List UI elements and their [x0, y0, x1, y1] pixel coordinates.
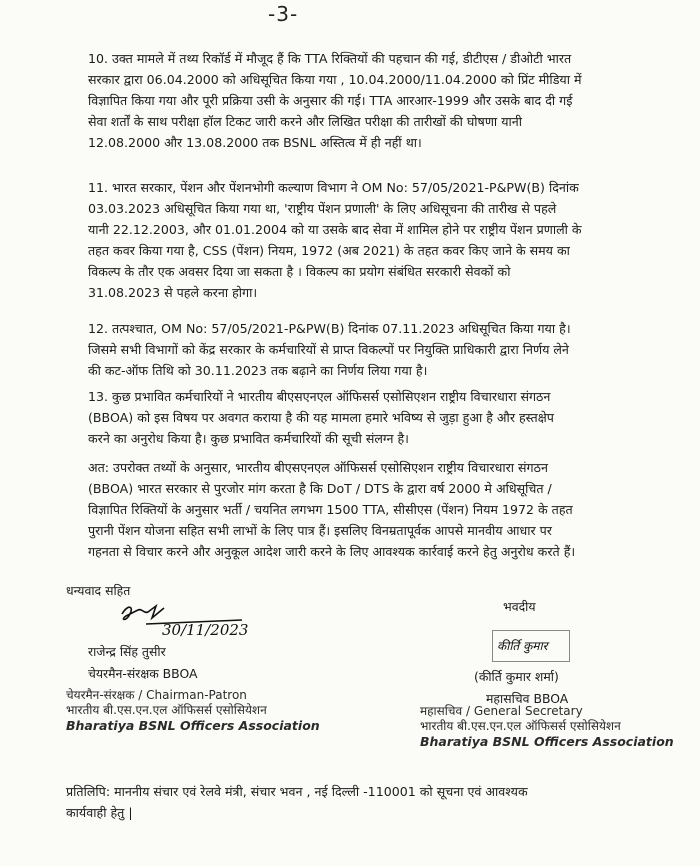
right-signature-box	[492, 630, 570, 662]
text-line: 10. उक्त मामले में तथ्य रिकॉर्ड में मौजूद हैं कि TTA रिक्तियों की पहचान की गई, डीटीएस / डीओटी भारत	[88, 51, 572, 66]
text-line: गहनता से विचार करने और अनुकूल आदेश जारी करने के लिए आवश्यक कार्रवाई करने हेतु अनुरोध करते हैं।	[88, 544, 576, 559]
copy-to	[66, 781, 528, 823]
text-line: 12. तत्पश्चात, OM No: 57/05/2021-P&PW(B) दिनांक 07.11.2023 अधिसूचित किया गया है।	[88, 321, 571, 336]
right-signature: कीर्ति कुमार	[497, 639, 548, 653]
text-line: विज्ञापित रिक्तियों के अनुसार भर्ती / चयनित लगभग 1500 TTA, सीसीएस (पेंशन) नियम 1972 के तहत	[88, 502, 573, 517]
text-line: जिसमे सभी विभागों को केंद्र सरकार के कर्मचारियों से प्राप्त विकल्पों पर नियुक्ति प्राधिकारी द्वारा निर्णय लेने	[88, 342, 569, 357]
text-line: तहत कवर किया गया है, CSS (पेंशन) नियम, 1972 (अब 2021) के तहत कवर किए जाने के समय का	[88, 243, 570, 258]
paragraph-10	[88, 48, 582, 153]
text-line: पुरानी पेंशन योजना सहित सभी लाभों के लिए पात्र हैं। इसलिए विनम्रतापूर्वक आपसे मानवीय आधार पर	[88, 523, 552, 538]
stamp-line: चेयरमैन-संरक्षक / Chairman-Patron	[66, 688, 247, 702]
closing-thanks: धन्यवाद सहित	[66, 583, 131, 598]
right-stamp	[420, 704, 674, 749]
stamp-line: भारतीय बी.एस.एन.एल ऑफिसर्स एसोसियेशन	[66, 703, 267, 717]
text-line: अत: उपरोक्त तथ्यों के अनुसार, भारतीय बीएसएनएल ऑफिसर्स एसोसिएशन राष्ट्रीय विचारधारा संगठन	[88, 460, 548, 475]
text-line: यानी 22.12.2003, और 01.01.2004 को या उसके बाद सेवा में शामिल होने पर राष्ट्रीय पेंशन प्रणाली के	[88, 222, 582, 237]
right-signatory-name: (कीर्ति कुमार शर्मा)	[474, 669, 559, 684]
stamp-line: महासचिव / General Secretary	[420, 704, 583, 718]
text-line: सरकार द्वारा 06.04.2000 को अधिसूचित किया गया , 10.04.2000/11.04.2000 को प्रिंट मीडिया में	[88, 72, 582, 87]
paragraph-11	[88, 177, 582, 303]
stamp-line: Bharatiya BSNL Officers Association	[420, 734, 674, 749]
paragraph-13	[88, 386, 554, 449]
text-line: 11. भारत सरकार, पेंशन और पेंशनभोगी कल्याण विभाग ने OM No: 57/05/2021-P&PW(B) दिनांक	[88, 180, 579, 195]
stamp-line: भारतीय बी.एस.एन.एल ऑफिसर्स एसोसियेशन	[420, 719, 621, 733]
left-signatory-name: राजेन्द्र सिंह तुसीर	[88, 644, 166, 659]
paragraph-12	[88, 318, 571, 381]
signature-date: 30/11/2023	[162, 621, 249, 639]
text-line: सेवा शर्तों के साथ परीक्षा हॉल टिकट जारी करने और लिखित परीक्षा की तारीखों की घोषणा यानी	[88, 114, 523, 129]
text-line: 31.08.2023 से पहले करना होगा।	[88, 285, 258, 300]
page-number: -3-	[268, 2, 299, 26]
text-line: 13. कुछ प्रभावित कर्मचारियों ने भारतीय बीएसएनएल ऑफिसर्स एसोसिएशन राष्ट्रीय विचारधारा संगठन	[88, 389, 551, 404]
text-line: प्रतिलिपि: माननीय संचार एवं रेलवे मंत्री, संचार भवन , नई दिल्ली -110001 को सूचना एवं आवश्यक	[66, 784, 528, 799]
text-line: कार्यवाही हेतु |	[66, 805, 133, 820]
paragraph-conclusion	[88, 457, 575, 562]
closing-yours: भवदीय	[503, 599, 536, 614]
text-line: विकल्प के तौर एक अवसर दिया जा सकता है । विकल्प का प्रयोग संबंधित सरकारी सेवकों को	[88, 264, 511, 279]
text-line: की कट-ऑफ तिथि को 30.11.2023 तक बढ़ाने का निर्णय लिया गया है।	[88, 363, 428, 378]
left-stamp	[66, 688, 320, 733]
right-signatory-designation: महासचिव BBOA	[486, 691, 569, 706]
text-line: (BBOA) भारत सरकार से पुरजोर मांग करता है कि DoT / DTS के द्वारा वर्ष 2000 मे अधिसूचित /	[88, 481, 552, 496]
left-signatory-designation: चेयरमैन-संरक्षक BBOA	[88, 666, 198, 681]
text-line: 03.03.2023 अधिसूचित किया गया था, 'राष्ट्रीय पेंशन प्रणाली' के लिए अधिसूचना की तारीख से पहले	[88, 201, 557, 216]
text-line: विज्ञापित किया गया और पूरी प्रक्रिया उसी के अनुसार की गई। TTA आरआर-1999 और उसके बाद दी गई	[88, 93, 573, 108]
text-line: 12.08.2000 और 13.08.2000 तक BSNL अस्तित्व में ही नहीं था।	[88, 135, 422, 150]
text-line: (BBOA) को इस विषय पर अवगत कराया है की यह मामला हमारे भविष्य से जुड़ा हुआ है और हस्तक्षेप	[88, 410, 554, 425]
stamp-line: Bharatiya BSNL Officers Association	[66, 718, 320, 733]
text-line: करने का अनुरोध किया है। कुछ प्रभावित कर्मचारियों की सूची संलग्न है।	[88, 431, 409, 446]
